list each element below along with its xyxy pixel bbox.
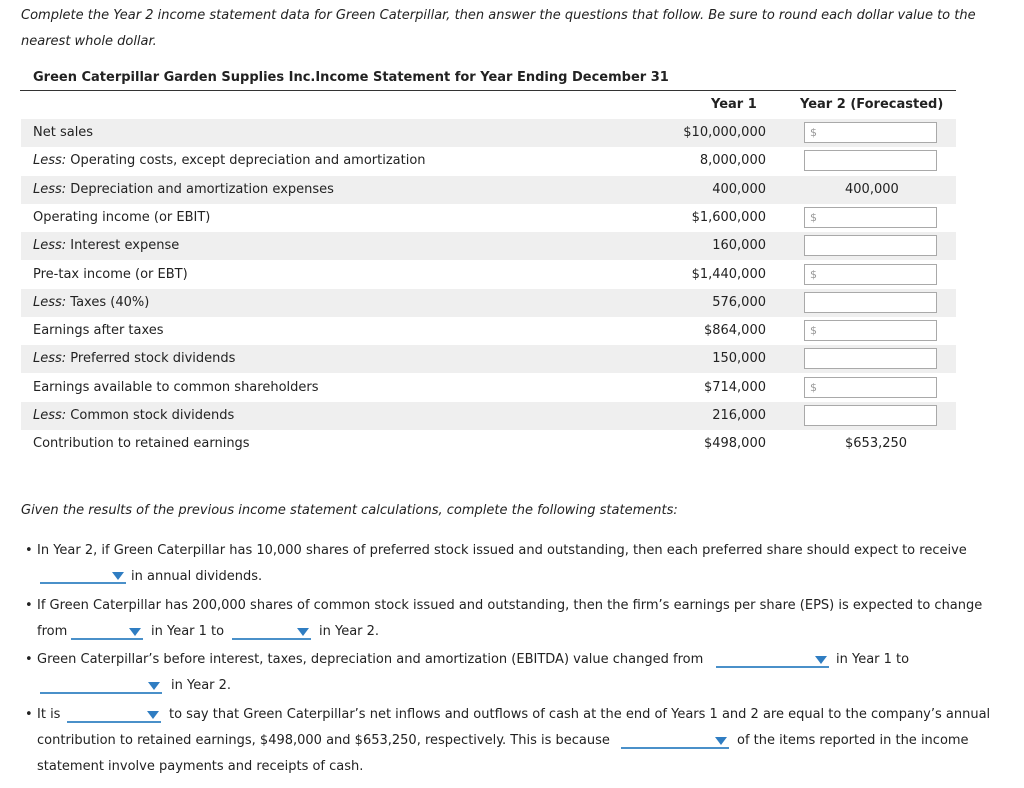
statement-title: Green Caterpillar Garden Supplies Inc.Income Statement for Year Ending December 31: [33, 70, 669, 85]
row-label: [33, 153, 426, 168]
q1-text-b: in annual dividends.: [131, 569, 263, 584]
row-label-text: Operating income (or EBIT): [33, 210, 211, 225]
given-instructions: Given the results of the previous income statement calculations, complete the following statements:: [21, 503, 678, 518]
year2-input[interactable]: [804, 348, 937, 369]
row-label-prefix: Less:: [33, 295, 67, 310]
year2-header: Year 2 (Forecasted): [800, 97, 944, 112]
q2-text-a: If Green Caterpillar has 200,000 shares of common stock issued and outstanding, then the firm’s earnings per share (EPS) is expected to change: [37, 598, 983, 613]
row-label-text: Contribution to retained earnings: [33, 436, 250, 451]
q4-correctness-dropdown[interactable]: [67, 709, 161, 723]
row-label: [33, 295, 149, 310]
year1-value: $498,000: [703, 436, 766, 451]
row-label: [33, 351, 235, 366]
year1-value: $714,000: [703, 380, 766, 395]
table-row: [21, 176, 956, 204]
q4-text-e: statement involve payments and receipts of cash.: [37, 759, 364, 774]
q3-text-a: Green Caterpillar’s before interest, taxes, depreciation and amortization (EBITDA) value changed from: [37, 652, 704, 667]
row-label: [33, 380, 319, 395]
dollar-sign: $: [810, 381, 817, 394]
dollar-sign: $: [810, 126, 817, 139]
row-label: [33, 238, 179, 253]
year1-value: $10,000,000: [683, 125, 766, 140]
row-label: [33, 210, 210, 225]
bullet-icon: •: [25, 707, 33, 722]
year1-header: Year 1: [711, 97, 757, 112]
row-label-prefix: Less:: [33, 153, 67, 168]
chevron-down-icon: [129, 628, 141, 636]
chevron-down-icon: [148, 682, 160, 690]
q2-text-d: in Year 2.: [319, 624, 380, 639]
row-label-prefix: Less:: [33, 408, 67, 423]
instructions-text: Complete the Year 2 income statement data for Green Caterpillar, then answer the questions that follow. Be sure to round each dollar value to the nearest whole dollar.: [21, 8, 976, 49]
year2-input[interactable]: [804, 377, 937, 398]
year1-value: $864,000: [703, 323, 766, 338]
year1-value: 160,000: [712, 238, 766, 253]
q4-text-b: to say that Green Caterpillar’s net inflows and outflows of cash at the end of Years 1 and 2 are equal to the company’s annual: [169, 707, 991, 722]
row-label-prefix: Less:: [33, 182, 67, 197]
year2-input[interactable]: [804, 264, 937, 285]
table-row: [21, 261, 956, 289]
year2-input[interactable]: [804, 150, 937, 171]
year2-input[interactable]: [804, 122, 937, 143]
year2-value: $653,250: [845, 436, 908, 451]
year1-value: 576,000: [712, 295, 766, 310]
q1-text-a: In Year 2, if Green Caterpillar has 10,000 shares of preferred stock issued and outstanding, then each preferred share should expect to receive: [37, 543, 967, 558]
row-label-text: Depreciation and amortization expenses: [66, 182, 334, 197]
bullet-icon: •: [25, 652, 33, 667]
year1-value: 150,000: [712, 351, 766, 366]
q2-eps-year2-dropdown[interactable]: [232, 626, 311, 640]
dollar-sign: $: [810, 211, 817, 224]
row-label: [33, 408, 234, 423]
year2-input[interactable]: [804, 320, 937, 341]
table-row: [21, 204, 956, 232]
q3-ebitda-year2-dropdown[interactable]: [40, 680, 162, 694]
table-row: [21, 232, 956, 260]
year1-value: $1,440,000: [691, 267, 766, 282]
bullet-icon: •: [25, 543, 33, 558]
q2-text-c: in Year 1 to: [151, 624, 225, 639]
row-label-prefix: Less:: [33, 238, 67, 253]
table-row: [21, 345, 956, 373]
year2-input[interactable]: [804, 207, 937, 228]
q4-text-a: It is: [37, 707, 61, 722]
table-row: [21, 147, 956, 175]
year1-value: 400,000: [712, 182, 766, 197]
row-label-text: Interest expense: [66, 238, 180, 253]
chevron-down-icon: [147, 711, 159, 719]
year2-input[interactable]: [804, 405, 937, 426]
row-label-text: Operating costs, except depreciation and amortization: [66, 153, 426, 168]
dollar-sign: $: [810, 268, 817, 281]
chevron-down-icon: [112, 572, 124, 580]
row-label-text: Common stock dividends: [66, 408, 235, 423]
row-label: [33, 182, 334, 197]
row-label-text: Net sales: [33, 125, 94, 140]
table-row: [21, 402, 956, 430]
q3-ebitda-year1-dropdown[interactable]: [716, 654, 829, 668]
q4-reason-dropdown[interactable]: [621, 735, 729, 749]
row-label-text: Earnings available to common shareholders: [33, 380, 319, 395]
chevron-down-icon: [815, 656, 827, 664]
q2-eps-year1-dropdown[interactable]: [71, 626, 143, 640]
table-row: [21, 289, 956, 317]
title-divider: [20, 90, 956, 91]
row-label-prefix: Less:: [33, 351, 67, 366]
table-row: [21, 374, 956, 402]
q3-text-b: in Year 1 to: [836, 652, 910, 667]
dollar-sign: $: [810, 324, 817, 337]
row-label-text: Earnings after taxes: [33, 323, 164, 338]
table-row: [21, 119, 956, 147]
q4-text-d: of the items reported in the income: [737, 733, 969, 748]
year1-value: 8,000,000: [699, 153, 766, 168]
q1-preferred-dividend-dropdown[interactable]: [40, 570, 126, 584]
row-label: [33, 436, 250, 451]
row-label-text: Pre-tax income (or EBT): [33, 267, 188, 282]
row-label-text: Taxes (40%): [66, 295, 150, 310]
year2-input[interactable]: [804, 235, 937, 256]
row-label: [33, 323, 164, 338]
row-label: [33, 125, 93, 140]
chevron-down-icon: [297, 628, 309, 636]
q2-text-b: from: [37, 624, 68, 639]
q3-text-c: in Year 2.: [171, 678, 232, 693]
row-label-text: Preferred stock dividends: [66, 351, 236, 366]
table-row: [21, 317, 956, 345]
chevron-down-icon: [715, 737, 727, 745]
year1-value: 216,000: [712, 408, 766, 423]
q4-text-c: contribution to retained earnings, $498,000 and $653,250, respectively. This is because: [37, 733, 610, 748]
year2-value: 400,000: [845, 182, 899, 197]
bullet-icon: •: [25, 598, 33, 613]
table-row: [21, 430, 956, 458]
row-label: [33, 267, 188, 282]
year1-value: $1,600,000: [691, 210, 766, 225]
year2-input[interactable]: [804, 292, 937, 313]
